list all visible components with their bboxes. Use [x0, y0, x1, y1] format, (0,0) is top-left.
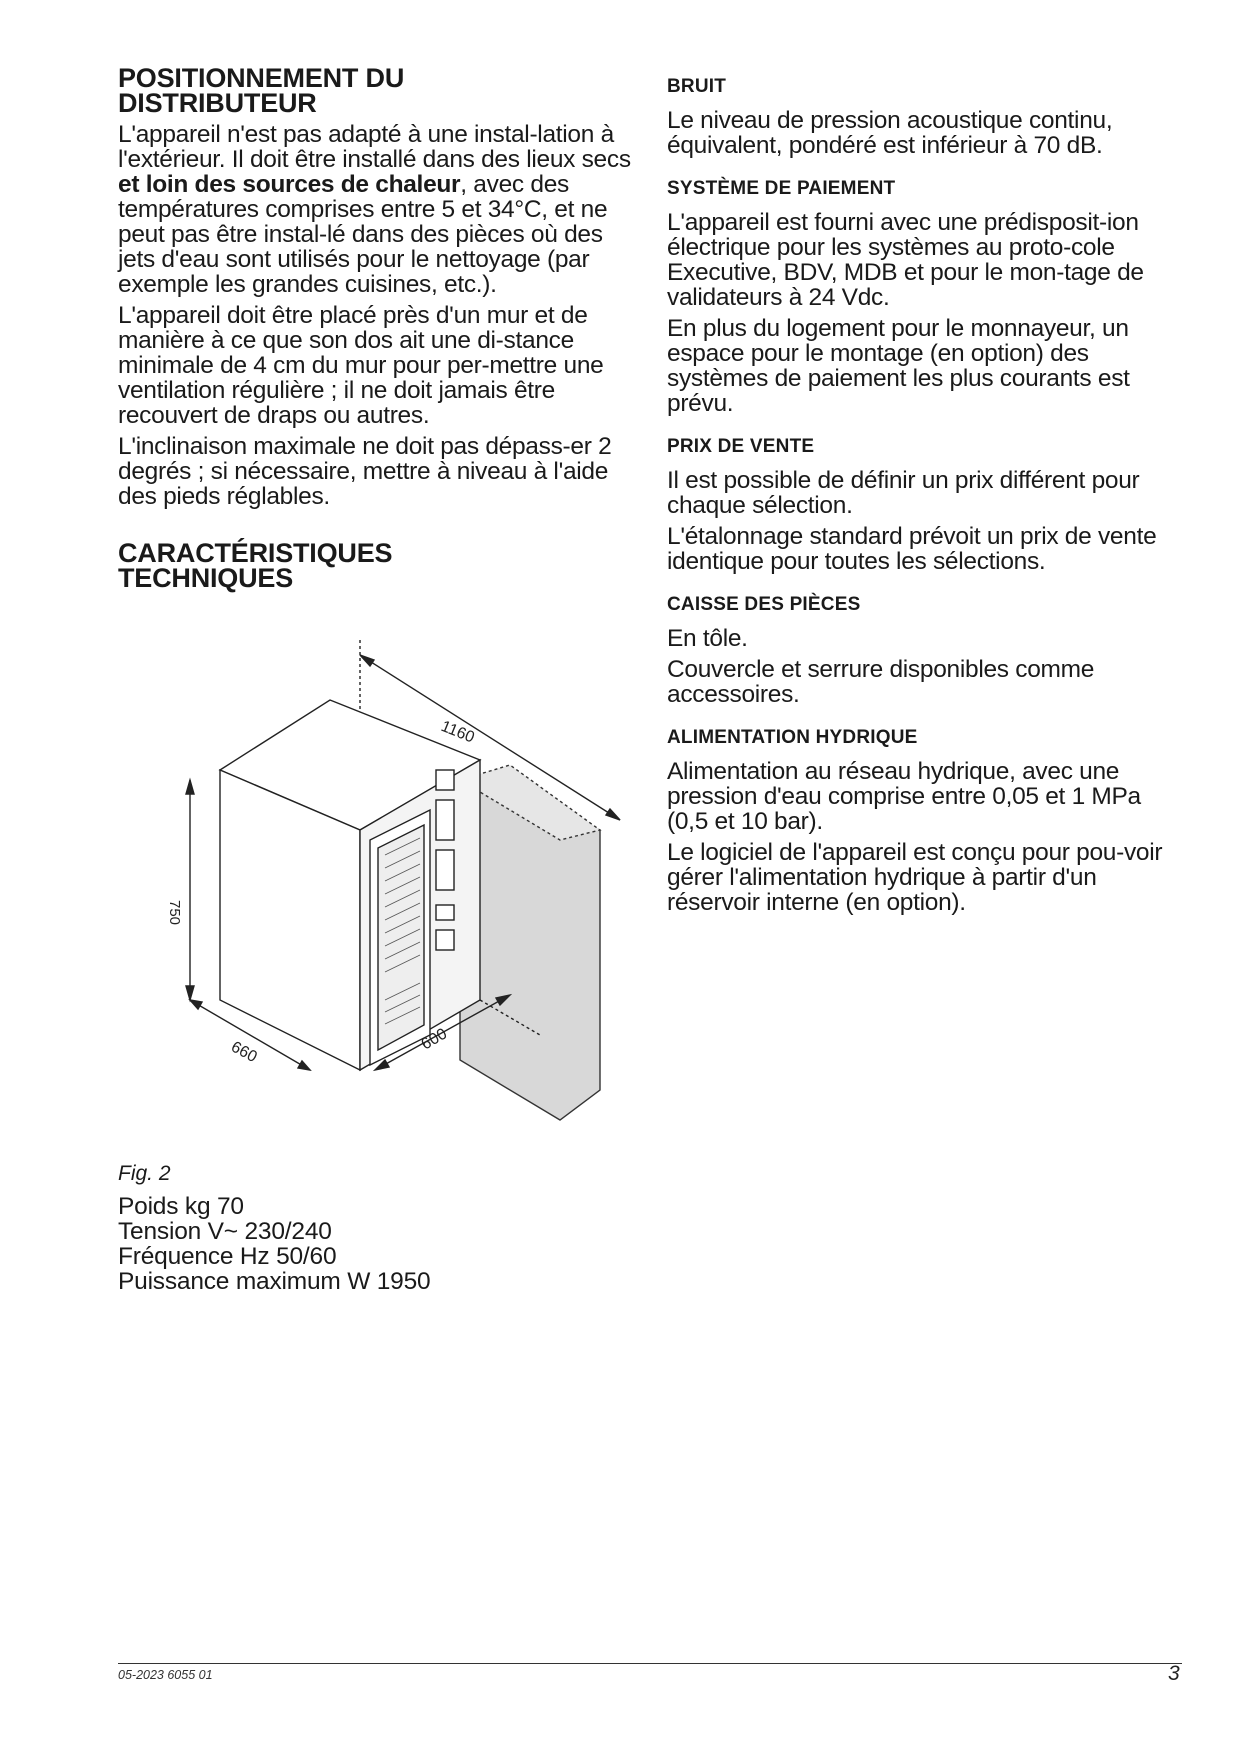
paragraph-bruit: Le niveau de pression acoustique continu, équivalent, pondéré est inférieur à 70 dB.	[667, 107, 1113, 159]
subsection-title-bruit: BRUIT	[667, 76, 727, 97]
paragraph-caisse-1: En tôle.	[667, 625, 748, 652]
section-title-caracteristiques: CARACTÉRISTIQUES TECHNIQUES	[118, 538, 393, 593]
subsection-title-alimentation: ALIMENTATION HYDRIQUE	[667, 727, 918, 748]
subsection-title-prix: PRIX DE VENTE	[667, 436, 815, 457]
paragraph-positionnement-2: L'appareil doit être placé près d'un mur et de manière à ce que son dos ait une di-stance minimale de 4 cm du mur pour per-mettre une ventilation régulière ; il ne doit jamais être recouvert de draps ou autres.	[118, 302, 604, 429]
paragraph-positionnement-1: L'appareil n'est pas adapté à une instal-lation à l'extérieur. Il doit être installé dans des lieux secs et loin des sources de chaleur, avec des températures comprises entre 5 et 34°C, et ne peut pas être instal-lé dans des pièces où des jets d'eau sont utilisés pour le nettoyage (par exemple les grandes cuisines, etc.).	[118, 121, 631, 298]
paragraph-prix-2: L'étalonnage standard prévoit un prix de vente identique pour toutes les sélections.	[667, 523, 1157, 575]
specs-block	[118, 1162, 638, 1294]
subsection-title-caisse: CAISSE DES PIÈCES	[667, 594, 861, 615]
paragraph-alimentation-2: Le logiciel de l'appareil est conçu pour pou-voir gérer l'alimentation hydrique à partir d'un réservoir interne (en option).	[667, 839, 1163, 916]
right-column	[667, 66, 1187, 921]
left-column	[118, 63, 638, 597]
subsection-title-paiement: SYSTÈME DE PAIEMENT	[667, 178, 896, 199]
footer-document-code: 05-2023 6055 01	[118, 1668, 213, 1682]
dim-label-depth-left: 660	[228, 1038, 260, 1067]
paragraph-positionnement-3: L'inclinaison maximale ne doit pas dépass-er 2 degrés ; si nécessaire, mettre à niveau à l'aide des pieds réglables.	[118, 433, 612, 510]
spec-weight: Poids kg 70	[118, 1193, 244, 1220]
footer-divider	[118, 1663, 1182, 1664]
paragraph-paiement-1: L'appareil est fourni avec une prédisposit-ion électrique pour les systèmes au proto-cole Executive, BDV, MDB et pour le mon-tage de validateurs à 24 Vdc.	[667, 209, 1144, 311]
dim-label-height: 750	[166, 900, 183, 926]
dim-label-depth-right: 600	[418, 1025, 451, 1054]
section-title-positionnement: POSITIONNEMENT DU DISTRIBUTEUR	[118, 63, 405, 118]
dim-label-width: 1160	[438, 717, 477, 747]
paragraph-paiement-2: En plus du logement pour le monnayeur, un espace pour le montage (en option) des systèmes de paiement les plus courants est prévu.	[667, 315, 1130, 417]
machine-dimension-figure	[166, 640, 650, 1160]
spec-power: Puissance maximum W 1950	[118, 1268, 431, 1295]
paragraph-alimentation-1: Alimentation au réseau hydrique, avec une pression d'eau comprise entre 0,05 et 1 MPa (0,5 et 10 bar).	[667, 758, 1141, 835]
figure-caption: Fig. 2	[118, 1162, 171, 1185]
spec-frequency: Fréquence Hz 50/60	[118, 1243, 337, 1270]
page-number: 3	[1168, 1662, 1180, 1685]
paragraph-caisse-2: Couvercle et serrure disponibles comme accessoires.	[667, 656, 1095, 708]
paragraph-prix-1: Il est possible de définir un prix différent pour chaque sélection.	[667, 467, 1140, 519]
spec-voltage: Tension V~ 230/240	[118, 1218, 332, 1245]
